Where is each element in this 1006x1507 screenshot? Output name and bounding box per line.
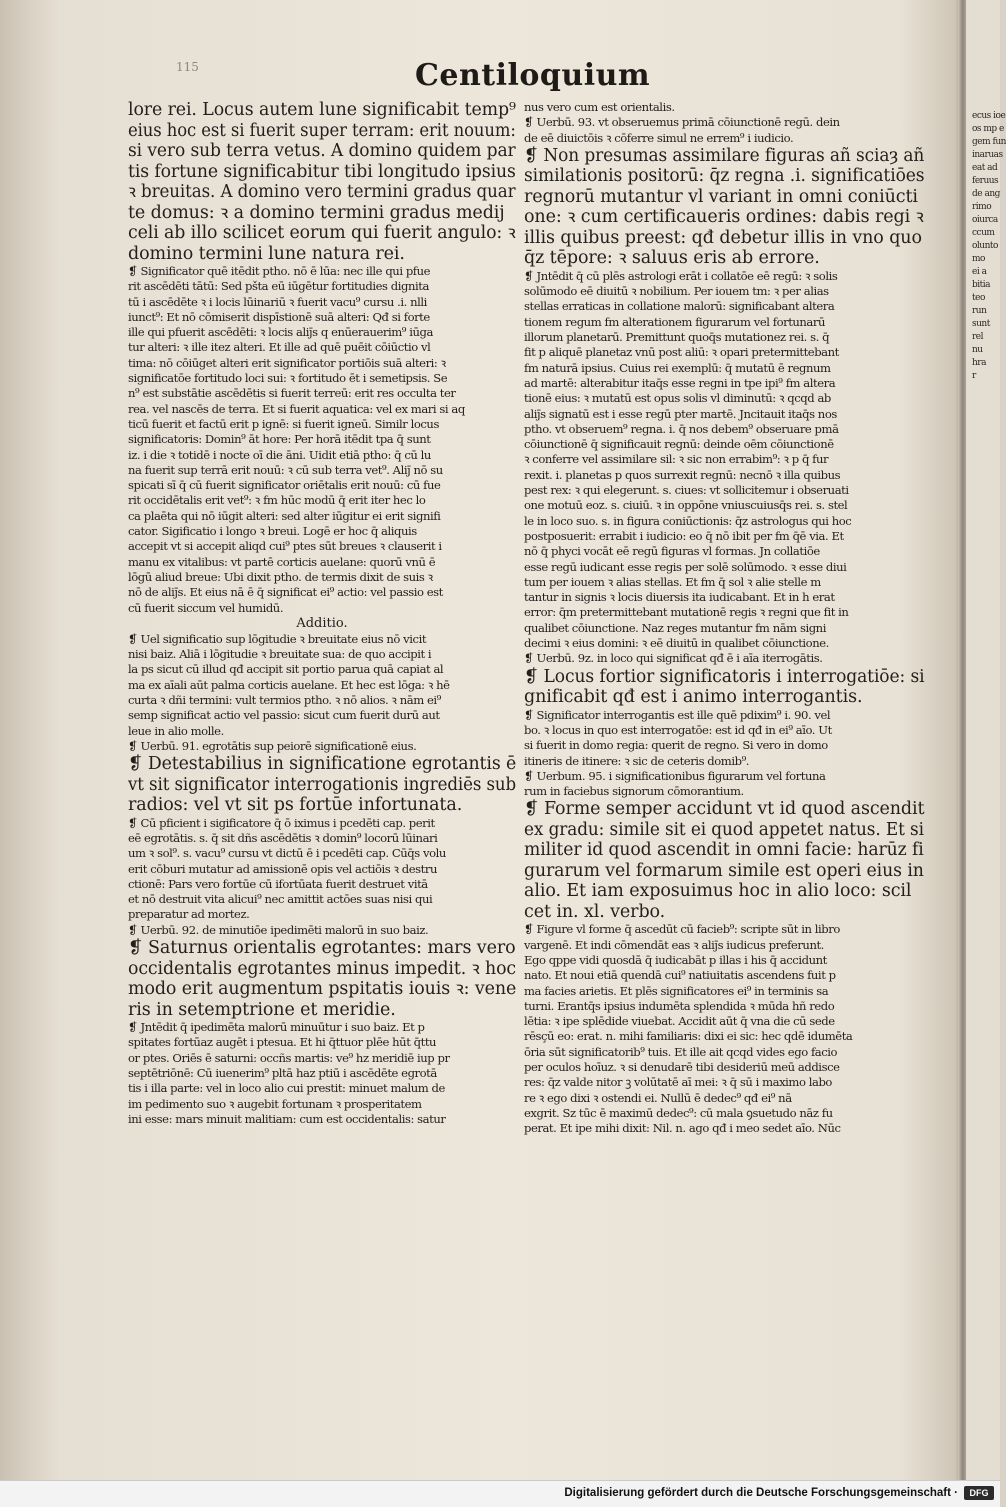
text-line: fm naturā ipsius. Cuius rei exemplū: q̄ mutatū ē regnum: [524, 360, 831, 375]
text-line: ❡ Detestabilius in significatione egrotantis ē: [128, 754, 517, 775]
text-line: rit ascēdēti tātū: Sed pšta eū iūgētur fortitudies dignita: [128, 279, 429, 294]
text-line: septētriōnē: Cū iuenerim⁹ pltā haz ptiū i ascēdēte egrotā: [128, 1065, 437, 1080]
text-line: et nō destruit vita alicui⁹ nec amittit actōes suas nisi qui: [128, 892, 433, 907]
text-line: ❡ Uerbū. 93. vt obseruemus primā cōiunctionē regū. dein: [524, 115, 840, 130]
text-line: cet in. xl. verbo.: [524, 901, 666, 922]
text-line: tima: nō cōiūget alteri erit significator portiōis suā alteri: ꝛ: [128, 355, 446, 370]
left-text-column: [128, 100, 516, 1400]
text-line: ❡ Non presumas assimilare figuras añ sciaȝ añ: [524, 145, 925, 166]
text-line: ❡ Significator quē itēdit ptho. nō ē lūa: nec ille qui pfue: [128, 264, 431, 278]
text-line: cator. Sigificatio i longo ꝛ breui. Logē er hoc q̄ aliquis: [128, 524, 417, 539]
text-line: te domus: ꝛ a domino termini gradus medij: [128, 202, 505, 223]
text-line: manu ex vitalibus: vt partē corticis auelane: quorū vnū ē: [128, 554, 436, 569]
text-line: eius hoc est si fuerit super terram: erit nouum:: [128, 120, 516, 141]
text-line: significatōe fortitudo loci sui: ꝛ fortitudo ēt i semetipsis. Se: [128, 371, 448, 386]
text-line: Additio.: [296, 615, 348, 631]
text-line: vargenē. Et indi cōmendāt eas ꝛ aliȷ̄s iudicus preferunt.: [524, 937, 824, 952]
text-line: eē egrotātis. s. q̄ sit dñs ascēdētis ꝛ domin⁹ locorū lūinari: [128, 831, 438, 845]
text-line: ❡ Locus fortior significatoris i interrogatiōe: si: [524, 666, 925, 687]
text-line: ris in setemptrione et meridie.: [128, 999, 396, 1020]
text-line: n⁹ est substātie ascēdētis si fuerit terreū: erit res occulta ter: [128, 386, 456, 401]
text-line: gurarum vel formarum simile est operi eius in: [524, 860, 924, 881]
text-line: im pedimento suo ꝛ augebit fortunam ꝛ prosperitatem: [128, 1096, 422, 1111]
text-line: le in loco suo. s. in figura coniūctionis: q̄z astrologus qui hoc: [524, 513, 852, 528]
text-line: ❡ Saturnus orientalis egrotantes: mars vero: [128, 938, 516, 959]
text-line: turni. Erantq̄s ipsius indumēta splendida ꝛ mūda hñ redo: [524, 998, 835, 1013]
text-line: ❡ Significator interrogantis est ille quē pdixim⁹ i. 90. vel: [524, 707, 831, 722]
text-line: cū fuerit siccum vel humidū.: [128, 600, 284, 615]
text-line: tionē eius: ꝛ mutatū est opus solis vl diminutū: ꝛ qcqd ab: [524, 391, 831, 406]
text-line: spicati sī q̄ cū fuerit significator oriētalis erit nouū: cū fue: [128, 478, 441, 493]
right-text-column: [524, 100, 924, 1400]
dfg-logo: DFG: [964, 1486, 994, 1500]
text-line: similationis positorū: q̄z regna .i. significatiōes: [524, 166, 925, 187]
text-line: alio. Et iam exposuimus hoc in alio loco: scil: [524, 881, 912, 902]
text-line: ❡ Uerbū. 92. de minutiōe ipedimēti malorū in suo baiz.: [128, 922, 429, 937]
text-line: nisi baiz. Aliā i lōgitudie ꝛ breuitate sua: de quo accipit i: [128, 647, 432, 662]
text-line: accepit vt si accepit aliqd cui⁹ ptes sūt breues ꝛ clauserit i: [128, 539, 442, 554]
text-line: la ps sicut cū illud qđ accipit sit portio parua quā capiat al: [128, 662, 444, 677]
text-line: semp significat actio vel passio: sicut cum fuerit durū aut: [128, 708, 440, 723]
running-title: Centiloquium: [415, 58, 651, 93]
text-line: per oculos hoīuz. ꝛ si denudarē tibi desideriū meū addisce: [524, 1060, 840, 1075]
text-line: error: q̄m pretermittebant mutationē regis ꝛ regni que fit in: [524, 605, 849, 620]
facing-page-text: ecus ioe os mp e gem fun inaruas eat ad feruus de ang rimo oiurca ccum olunto mo ei a bitia teo run sunt rel nu hra r: [972, 111, 1006, 381]
text-line: ❡ Cū pficient i sigificatore q̄ ō iximus i pcedēti cap. perit: [128, 815, 435, 830]
text-line: iunct⁹: Et nō cōmiserit dispīstionē suā alteri: Qđ si forte: [128, 309, 430, 324]
text-line: de eē diuictōis ꝛ cōferre simul ne errem⁹ i iudicio.: [524, 130, 794, 145]
text-line: rēsçū eo: erat. n. mihi familiaris: dixi ei sic: hec qdē idumēta: [524, 1029, 853, 1044]
text-line: pest rex: ꝛ qui elegerunt. s. ciues: vt sollicitemur i obseruati: [524, 483, 849, 498]
text-line: um ꝛ sol⁹. s. vacu⁹ cursu vt dictū ē i pcedēti cap. Cūq̄s volu: [128, 846, 446, 861]
text-line: nato. Et noui etiā quendā cui⁹ natiuitatis ascendens fuit p: [524, 968, 836, 983]
text-line: ❡ Uerbū. 91. egrotātis sup peiorē significationē eius.: [128, 738, 417, 753]
text-line: leue in alio molle.: [128, 723, 224, 738]
text-line: nō de aliȷ̄s. Et eius nā ē q̄ significat ei⁹ actio: vel passio est: [128, 585, 443, 600]
text-line: stellas erraticas in collatione malorū: significabant altera: [524, 299, 835, 314]
text-line: ma facies arietis. Et plēs significatores ei⁹ in terminis sa: [524, 983, 829, 998]
text-line: ad martē: alterabitur itaq̄s esse regni in tpe ipi⁹ fm altera: [524, 375, 836, 390]
text-line: cōiunctionē q̄ significauit regnū: deinde oēm cōiunctionē: [524, 437, 834, 452]
text-line: fit p aliquē planetaz vnū post aliū: ꝛ opari pretermittebant: [524, 345, 839, 360]
text-line: si vero sub terra vetus. A domino quidem par: [128, 141, 516, 161]
text-line: vt sit significator interrogationis ingrediēs sub: [128, 774, 517, 795]
text-line: tū i ascēdēte ꝛ i locis lūinariū ꝛ fuerit vacu⁹ cursu .i. nlli: [128, 294, 427, 309]
text-line: ille qui pfuerit ascēdēti: ꝛ locis aliȷ̄s q enūerauerim⁹ iūga: [128, 325, 433, 340]
text-line: significatoris: Domin⁹ āt hore: Per horā itēdit tpa q̄ sunt: [128, 432, 431, 447]
text-line: one motuū eoz. s. ciuiū. ꝛ in oppōne vniuscuiusq̄s rei. s. stel: [524, 498, 848, 513]
text-line: rea. vel nascēs de terra. Et si fuerit aquatica: vel ex mari si aq: [128, 401, 465, 416]
text-line: Ego qppe vidi quosdā q̄ iudicabāt p illas i his q̄ accidunt: [524, 952, 827, 967]
text-line: ca plaēta qui nō iūgit alteri: sed alter iūgitur ei erit signifi: [128, 508, 441, 523]
footer-bar: [0, 1480, 1000, 1507]
text-line: modo erit augmentum pspitatis iouis ꝛ: vene: [128, 979, 517, 1000]
text-line: gnificabit qđ est i animo interrogantis.: [524, 687, 863, 708]
text-line: ❡ Uerbū. 9z. in loco qui significat qđ ē i aīa iterrogātis.: [524, 651, 823, 666]
folio-number: 115: [176, 60, 199, 74]
text-line: exgrit. Sz tūc ē maximū dedec⁹: cū mala ꝯsuetudo nāz fu: [524, 1105, 833, 1120]
text-line: ticū fuerit et factū erit p ignē: si fuerit igneū. Similr locus: [128, 416, 439, 431]
text-line: iz. i die ꝛ totidē i nocte oī die āni. Uidit etiā ptho: q̄ cū lu: [128, 447, 431, 462]
text-line: rexit. i. planetas p quos surrexit regnū: necnō ꝛ illa quibus: [524, 467, 841, 482]
text-line: ꝛ conferre vel assimilare sil: ꝛ sic non errabim⁹: ꝛ p q̄ fur: [524, 452, 829, 467]
text-line: lōgū aliud breue: Ubi dixit ptho. de termis dixit de suis ꝛ: [128, 569, 433, 584]
text-line: ❡ Jntēdit q̄ cū plēs astrologi erāt i collatōe eē regū: ꝛ solis: [524, 268, 838, 283]
text-line: one: ꝛ cum certificaueris ordines: dabis regi ꝛ: [524, 207, 924, 228]
text-line: radios: vel vt sit ps fortūe infortunata.: [128, 795, 463, 816]
text-line: tionem regum fm alterationem figurarum vel fortunarū: [524, 314, 826, 329]
text-line: erit cōburi mutatur ad amissionē opis vel actiōis ꝛ destru: [128, 861, 437, 876]
text-line: tur alteri: ꝛ ille itez alteri. Et ille ad quē puēit cōiūctio vl: [128, 340, 431, 355]
text-line: tis fortune significabitur tibi longitudo ipsius: [128, 161, 516, 182]
text-line: domino termini lune natura rei.: [128, 243, 405, 264]
text-line: curta ꝛ dñi termini: vult termios ptho. ꝛ nō alios. ꝛ nām ei⁹: [128, 693, 441, 708]
text-line: ptho. vt obseruem⁹ regna. i. q̄ nos debem⁹ obseruare pmā: [524, 421, 839, 436]
text-line: ini esse: mars minuit malitiam: cum est occidentalis: satur: [128, 1111, 446, 1126]
text-line: postposuerit: errabit i iudicio: eo q̄ nō ibit per fm q̄ē via. Et: [524, 528, 844, 543]
text-line: si fuerit in domo regia: querit de regno. Si vero in domo: [524, 738, 828, 753]
text-line: ❡ Uel significatio sup lōgitudie ꝛ breuitate eius nō vicit: [128, 631, 427, 646]
text-line: tum per iouem ꝛ alias stellas. Et fm q̄ sol ꝛ alie stelle m: [524, 574, 821, 589]
text-line: ❡ Jntēdit q̄ ipedimēta malorū minuūtur i suo baiz. Et p: [128, 1020, 425, 1035]
text-line: tantur in signis ꝛ locis diuersis ita iudicabant. Et in h erat: [524, 590, 835, 605]
facing-page-edge: [966, 0, 1006, 1480]
text-line: illis quibus preest: qđ debetur illis in vno quo: [524, 227, 922, 248]
text-line: res: q̄z valde nitor ꝫ volūtatē aī mei: ꝛ q̄ sū i maximo labo: [524, 1075, 832, 1090]
text-line: illorum planetarū. Premittunt quoq̄s mutationez rei. s. q̄: [524, 330, 830, 345]
text-line: na fuerit sup terrā erit nouū: ꝛ cū sub terra vet⁹. Aliȷ̄ nō su: [128, 462, 443, 477]
text-line: tis i illa parte: vel in loco alio cui prestit: minuet malum de: [128, 1081, 445, 1096]
text-line: decimi ꝛ eius domini: ꝛ eē diuitū in qualibet cōiunctione.: [524, 636, 829, 651]
text-line: ma ex aīali aūt palma corticis auelane. Et hec est lōga: ꝛ hē: [128, 677, 450, 692]
footer-credit: Digitalisierung gefördert durch die Deutsche Forschungsgemeinschaft ·: [564, 1487, 958, 1499]
text-line: ex gradu: simile sit ei quod appetet natus. Et si: [524, 819, 924, 840]
text-line: re ꝛ ego dixi ꝛ ostendi ei. Nullū ē dedec⁹ qđ ei⁹ nā: [524, 1090, 792, 1105]
text-line: qualibet cōiunctione. Naz reges mutantur fm nām signi: [524, 620, 826, 635]
text-line: ꝛ breuitas. A domino vero termini gradus quar: [128, 182, 516, 202]
text-line: ōria sūt significatorib⁹ tuis. Et ille ait qcqd vides ego facio: [524, 1044, 838, 1059]
text-line: occidentalis egrotantes minus impedit. ꝛ hoc: [128, 958, 517, 979]
text-line: ❡ Forme semper accidunt vt id quod ascendit: [524, 799, 925, 820]
text-line: regnorū mutantur vl variant in omni coniūcti: [524, 186, 918, 207]
text-line: aliȷ̄s signatū est i esse regū pter martē. Jncitauit itaq̄s nos: [524, 406, 837, 421]
text-line: preparatur ad mortez.: [128, 907, 250, 922]
text-line: nus vero cum est orientalis.: [524, 100, 675, 114]
text-line: q̄z tēpore: ꝛ saluus eris ab errore.: [524, 248, 820, 269]
text-line: esse regū iudicant esse regis per solē solūmodo. ꝛ esse diui: [524, 559, 847, 574]
text-line: or ptes. Oriēs ē saturni: occñs martis: ve⁹ hz meridiē iup pr: [128, 1050, 450, 1065]
text-line: solūmodo eē diuitū ꝛ nobilium. Per iouem tm: ꝛ per alias: [524, 284, 829, 299]
text-line: ctionē: Pars vero fortūe cū ifortūata fuerit destruet vitā: [128, 876, 428, 891]
text-line: lore rei. Locus autem lune significabit temp⁹: [128, 100, 516, 120]
text-line: nō q̄ phyci vocāt eē regū figuras vl formas. Jn collatiōe: [524, 544, 820, 559]
text-line: itineris de itinere: ꝛ sic de ceteris domib⁹.: [524, 753, 750, 768]
text-line: lētia: ꝛ ipe splēdide viuebat. Accidit aūt q̄ vna die cū sede: [524, 1014, 835, 1029]
text-line: militer id quod ascendit in omni facie: harūz fi: [524, 840, 924, 861]
text-line: spitates fortūaz augēt i ptesua. Et hi q̄ttuor plēe hūt q̄ttu: [128, 1035, 437, 1050]
text-line: rum in faciebus signorum cōmorantium.: [524, 784, 744, 799]
text-line: celi ab illo scilicet eorum qui fuerit angulo: ꝛ: [128, 223, 516, 243]
text-line: rit occidētalis erit vet⁹: ꝛ fm hūc modū q̄ erit iter hec lo: [128, 493, 426, 508]
text-line: bo. ꝛ locus in quo est interrogatōe: est id qđ in ei⁹ aīo. Ut: [524, 722, 832, 737]
text-line: ❡ Uerbum. 95. i significationibus figurarum vel fortuna: [524, 768, 826, 783]
text-line: perat. Et ipe mihi dixit: Nil. n. ago qđ i meo sedet aīo. Nūc: [524, 1121, 841, 1136]
text-line: ❡ Figure vl forme q̄ ascedūt cū facieb⁹: scripte sūt in libro: [524, 922, 840, 937]
